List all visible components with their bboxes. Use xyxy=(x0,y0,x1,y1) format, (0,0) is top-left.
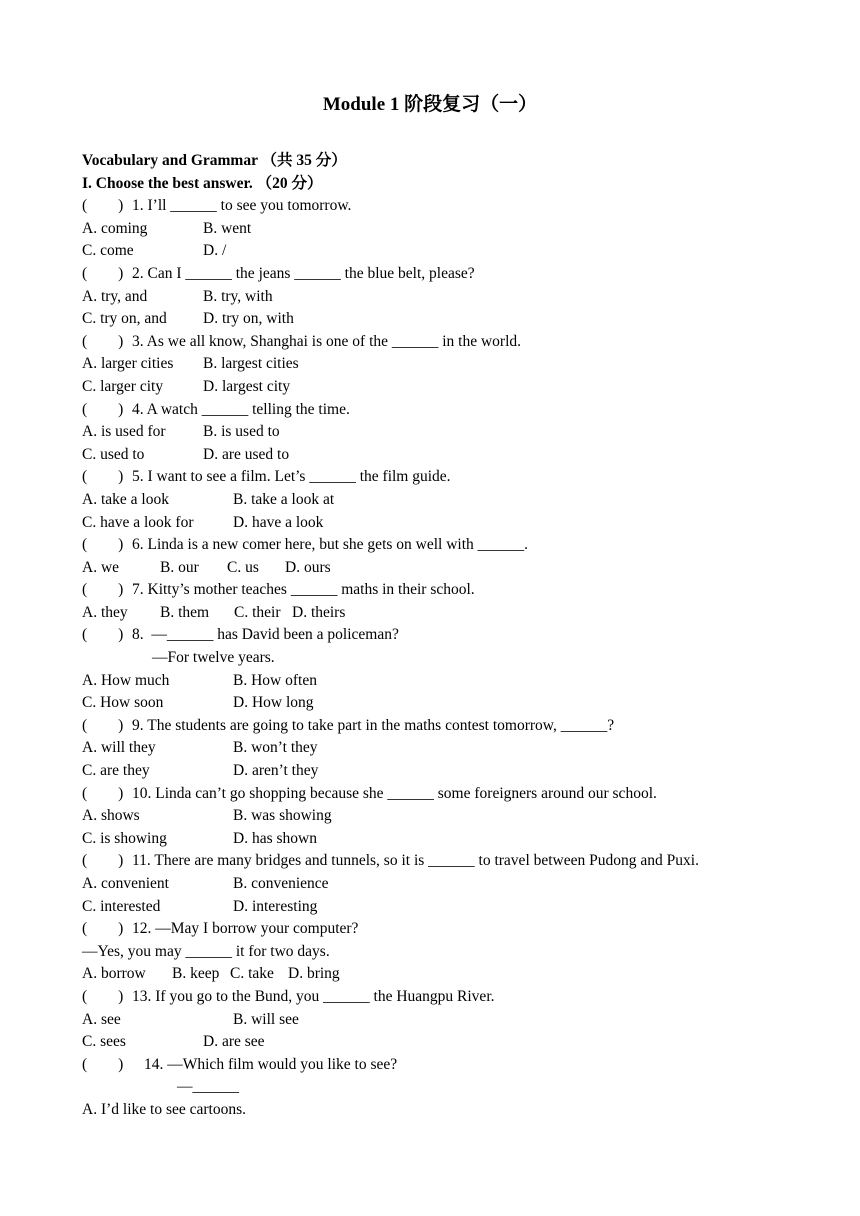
option-d: D. aren’t they xyxy=(233,762,319,780)
option-a: A. I’d like to see cartoons. xyxy=(82,1100,246,1118)
option-c: C. larger city xyxy=(82,377,164,395)
answer-blank[interactable]: ( ) xyxy=(82,581,124,599)
option-c: C. sees xyxy=(82,1033,126,1051)
option-b: B. our xyxy=(160,558,199,576)
option-c: C. take xyxy=(230,965,274,983)
option-c: C. interested xyxy=(82,897,161,915)
option-a: A. convenient xyxy=(82,875,169,892)
question-stem: 7. Kitty’s mother teaches ______ maths in their school. xyxy=(132,581,475,599)
option-row xyxy=(82,1031,802,1054)
option-row xyxy=(82,828,802,851)
option-c: C. have a look for xyxy=(82,513,194,531)
answer-blank[interactable]: ( ) xyxy=(82,1055,124,1073)
document-body xyxy=(82,150,802,1122)
question-1 xyxy=(82,195,802,218)
option-c: C. their xyxy=(234,603,281,621)
question-stem: 1. I’ll ______ to see you tomorrow. xyxy=(132,197,352,215)
option-row xyxy=(82,1099,802,1122)
option-row xyxy=(82,963,802,986)
option-row xyxy=(82,692,802,715)
option-d: D. have a look xyxy=(233,513,324,531)
answer-blank[interactable]: ( ) xyxy=(82,264,124,282)
option-c: C. used to xyxy=(82,445,145,463)
option-row xyxy=(82,240,802,263)
question-stem: 4. A watch ______ telling the time. xyxy=(132,400,350,418)
page-title: Module 1 阶段复习（一） xyxy=(322,94,538,115)
option-b: B. How often xyxy=(233,671,317,689)
option-b: B. take a look at xyxy=(233,490,335,508)
question-7 xyxy=(82,579,802,602)
option-row xyxy=(82,896,802,919)
option-a: A. How much xyxy=(82,671,170,689)
question-6 xyxy=(82,534,802,557)
question-13 xyxy=(82,986,802,1009)
option-c: C. us xyxy=(227,558,259,576)
question-11 xyxy=(82,850,802,873)
option-row xyxy=(82,308,802,331)
question-12 xyxy=(82,918,802,941)
answer-blank[interactable]: ( ) xyxy=(82,784,124,802)
answer-blank[interactable]: ( ) xyxy=(82,987,124,1005)
option-c: C. is showing xyxy=(82,829,167,847)
answer-blank[interactable]: ( ) xyxy=(82,197,124,215)
option-d: D. ours xyxy=(285,558,331,576)
option-row xyxy=(82,218,802,241)
answer-blank[interactable]: ( ) xyxy=(82,626,124,644)
answer-blank[interactable]: ( ) xyxy=(82,852,124,870)
option-row xyxy=(82,737,802,760)
question-stem: 10. Linda can’t go shopping because she ______ some foreigners around our school. xyxy=(132,784,657,802)
option-d: D. are used to xyxy=(203,445,290,463)
option-a: A. shows xyxy=(82,807,140,825)
option-b: B. is used to xyxy=(203,423,280,441)
option-c: C. come xyxy=(82,242,134,260)
answer-blank[interactable]: ( ) xyxy=(82,536,124,554)
option-row xyxy=(82,444,802,467)
option-b: B. convenience xyxy=(233,875,329,892)
option-d: D. How long xyxy=(233,694,314,712)
option-d: D. interesting xyxy=(233,897,318,915)
answer-blank[interactable]: ( ) xyxy=(82,716,124,734)
option-b: B. will see xyxy=(233,1010,299,1028)
option-row xyxy=(82,670,802,693)
option-row xyxy=(82,557,802,580)
question-stem: 8. —______ has David been a policeman? xyxy=(132,626,399,644)
option-a: A. will they xyxy=(82,739,156,757)
option-a: A. try, and xyxy=(82,287,148,305)
option-row xyxy=(82,489,802,512)
question-reply: —For twelve years. xyxy=(152,649,275,667)
option-row xyxy=(82,602,802,625)
option-a: A. coming xyxy=(82,219,148,237)
option-row xyxy=(82,353,802,376)
option-b: B. won’t they xyxy=(233,739,318,757)
option-a: A. is used for xyxy=(82,423,166,441)
option-row xyxy=(82,512,802,535)
question-stem: 12. —May I borrow your computer? xyxy=(132,920,359,938)
option-d: D. has shown xyxy=(233,829,317,847)
question-stem: 2. Can I ______ the jeans ______ the blue belt, please? xyxy=(132,264,475,282)
section-heading: Vocabulary and Grammar （共 35 分） xyxy=(82,152,347,169)
option-d: D. theirs xyxy=(292,603,346,621)
option-row xyxy=(82,760,802,783)
answer-blank[interactable]: ( ) xyxy=(82,400,124,418)
question-stem: 6. Linda is a new comer here, but she gets on well with ______. xyxy=(132,536,529,554)
question-10 xyxy=(82,783,802,806)
option-c: C. are they xyxy=(82,762,150,780)
option-d: D. are see xyxy=(203,1033,265,1051)
option-a: A. larger cities xyxy=(82,355,174,373)
option-b: B. try, with xyxy=(203,287,273,305)
question-stem: 5. I want to see a film. Let’s ______ the film guide. xyxy=(132,468,451,486)
option-row xyxy=(82,1009,802,1032)
question-4 xyxy=(82,399,802,422)
question-stem: 3. As we all know, Shanghai is one of the ______ in the world. xyxy=(132,332,522,350)
part-heading: I. Choose the best answer. （20 分） xyxy=(82,174,323,192)
question-2 xyxy=(82,263,802,286)
question-reply: —______ xyxy=(177,1078,239,1096)
question-stem: 14. —Which film would you like to see? xyxy=(144,1055,398,1073)
question-stem: 13. If you go to the Bund, you ______ the Huangpu River. xyxy=(132,987,495,1005)
option-d: D. bring xyxy=(288,965,340,983)
option-b: B. went xyxy=(203,219,252,237)
option-b: B. keep xyxy=(172,965,220,983)
option-a: A. they xyxy=(82,603,128,621)
option-row xyxy=(82,376,802,399)
option-b: B. them xyxy=(160,603,210,621)
question-5 xyxy=(82,466,802,489)
question-stem: 9. The students are going to take part in the maths contest tomorrow, ______? xyxy=(132,716,615,734)
option-a: A. borrow xyxy=(82,965,146,983)
option-row xyxy=(82,873,802,896)
question-14 xyxy=(82,1054,802,1077)
question-reply: —Yes, you may ______ it for two days. xyxy=(82,942,330,960)
option-b: B. largest cities xyxy=(203,355,299,373)
question-stem: 11. There are many bridges and tunnels, so it is ______ to travel between Pudong and Puxi. xyxy=(132,852,699,870)
option-row xyxy=(82,805,802,828)
question-3 xyxy=(82,331,802,354)
question-8 xyxy=(82,624,802,647)
option-row xyxy=(82,421,802,444)
option-a: A. take a look xyxy=(82,490,169,508)
answer-blank[interactable]: ( ) xyxy=(82,332,124,350)
option-c: C. try on, and xyxy=(82,310,167,328)
option-c: C. How soon xyxy=(82,694,164,712)
option-row xyxy=(82,286,802,309)
option-d: D. try on, with xyxy=(203,310,294,328)
option-a: A. we xyxy=(82,558,120,576)
answer-blank[interactable]: ( ) xyxy=(82,468,124,486)
option-b: B. was showing xyxy=(233,807,332,825)
option-d: D. / xyxy=(203,242,227,260)
option-d: D. largest city xyxy=(203,377,291,395)
question-9 xyxy=(82,715,802,738)
answer-blank[interactable]: ( ) xyxy=(82,920,124,938)
option-a: A. see xyxy=(82,1010,121,1028)
